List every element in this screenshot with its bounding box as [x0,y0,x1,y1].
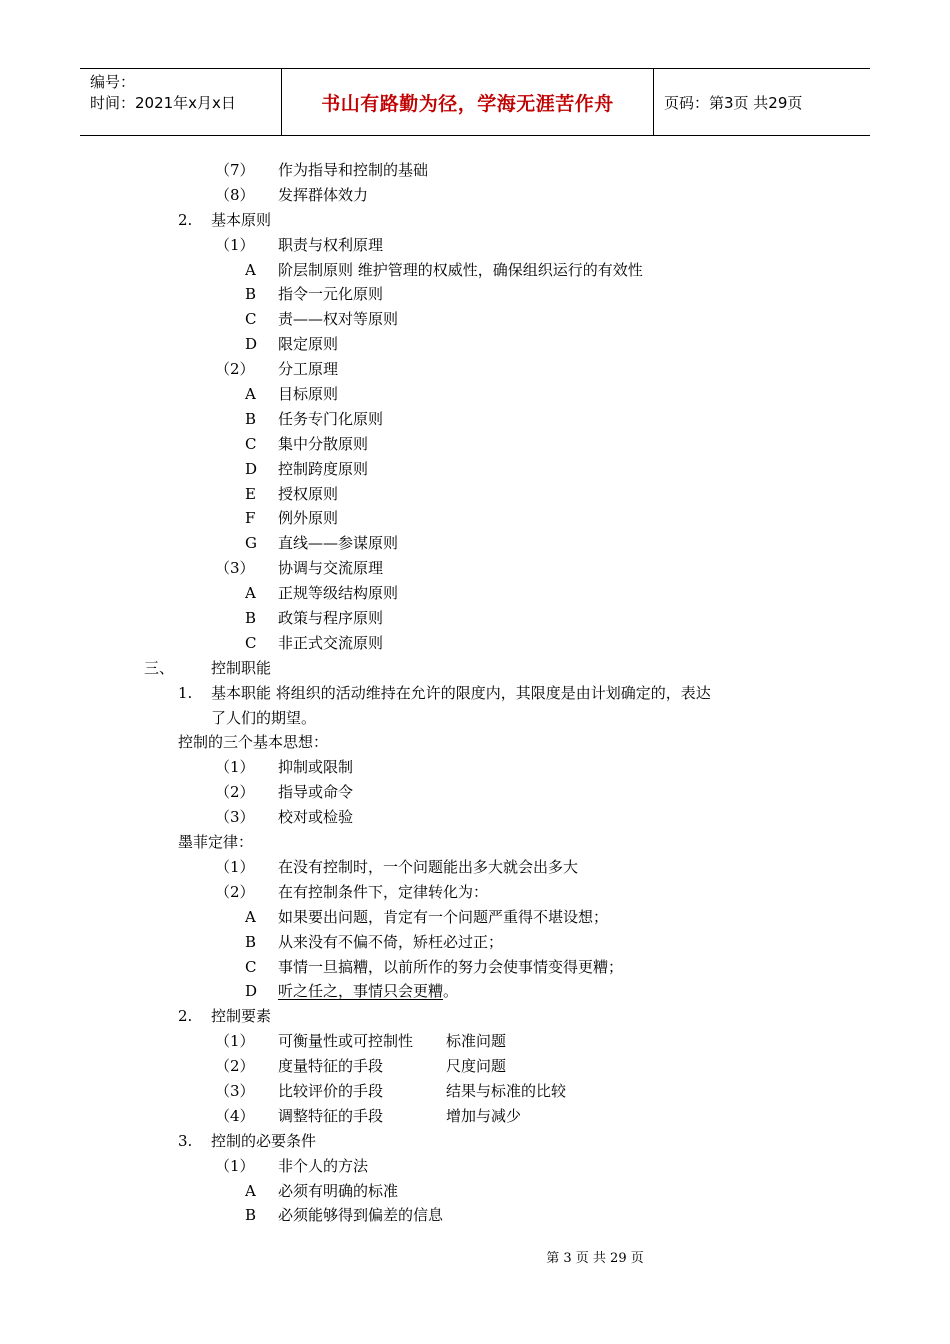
item-text: 政策与程序原则 [278,609,384,628]
item-note: 尺度问题 [446,1057,507,1076]
item-text: 阶层制原则 维护管理的权威性，确保组织运行的有效性 [278,260,643,279]
text-line [0,1004,950,1029]
item-marker: B [245,1206,257,1225]
item-marker: B [245,285,257,304]
item-marker: B [245,609,257,628]
text-line [0,282,950,307]
document-date: 时间：2021年x月x日 [90,94,236,112]
item-text: 集中分散原则 [278,434,369,453]
item-text: 基本原则 [211,210,272,229]
text-line [0,208,950,233]
item-text: 控制的必要条件 [211,1131,317,1150]
text-line [0,1054,950,1079]
item-text: 授权原则 [278,484,339,503]
item-text: 控制职能 [211,658,272,677]
text-line [0,631,950,656]
item-marker: C [245,957,257,976]
item-marker: （2） [215,1057,255,1076]
text-line [0,755,950,780]
header-motto: 书山有路勤为径，学海无涯苦作舟 [282,69,654,135]
item-text: 了人们的期望。 [211,708,317,727]
text-line [0,457,950,482]
item-marker: G [245,534,257,553]
item-marker: B [245,409,257,428]
item-text: 例外原则 [278,509,339,528]
item-text: 基本职能 将组织的活动维持在允许的限度内，其限度是由计划确定的，表达 [211,683,711,702]
item-text: 从来没有不偏不倚，矫枉必过正； [278,932,504,951]
item-marker: （7） [215,161,255,179]
text-line [0,1203,950,1228]
item-marker: 3. [178,1131,193,1150]
text-line [0,880,950,905]
text-line [0,1104,950,1129]
page-header [80,68,870,136]
text-line [0,581,950,606]
text-line [0,307,950,332]
text-line [0,830,950,855]
item-marker: B [245,932,257,951]
item-text: 必须能够得到偏差的信息 [278,1206,444,1225]
text-line [0,382,950,407]
text-line [0,556,950,581]
item-marker: （1） [215,758,255,777]
text-line [0,730,950,755]
item-marker: C [245,310,257,329]
document-number-label: 编号： [90,73,136,91]
item-marker: D [245,459,258,478]
text-line [0,656,950,681]
item-text: 发挥群体效力 [278,185,369,204]
item-marker: F [245,509,256,528]
text-line [0,905,950,930]
item-text: 比较评价的手段 [278,1081,384,1100]
text-line [0,805,950,830]
item-text: 可衡量性或可控制性 [278,1032,414,1051]
footer-page-number: 第 3 页 共 29 页 [546,1251,644,1266]
item-marker: A [245,907,256,926]
item-text: 在没有控制时，一个问题能出多大就会出多大 [278,857,579,876]
item-marker: A [245,1181,256,1200]
item-marker: （3） [215,808,255,827]
text-line [0,930,950,955]
item-text: 协调与交流原理 [278,559,384,578]
item-text: 任务专门化原则 [278,409,384,428]
item-marker: C [245,633,257,652]
text-line [0,506,950,531]
item-marker: A [245,260,256,279]
text-line [0,531,950,556]
item-marker: （1） [215,857,255,876]
item-marker: C [245,434,257,453]
item-marker: 1. [178,683,193,702]
text-line [0,482,950,507]
item-text: 职责与权利原理 [278,235,384,254]
item-marker: A [245,385,256,404]
item-marker: （3） [215,559,255,578]
item-text: 责——权对等原则 [278,310,399,329]
item-text: 度量特征的手段 [278,1057,384,1076]
item-text: 控制要素 [211,1007,272,1026]
text-line [0,1129,950,1154]
item-marker: D [245,982,258,1001]
item-text: 分工原理 [278,360,339,379]
item-text: 控制的三个基本思想： [178,733,329,752]
item-text: 作为指导和控制的基础 [278,161,429,179]
text-line [0,332,950,357]
item-marker: A [245,584,256,603]
text-line [0,606,950,631]
item-text: 非个人的方法 [278,1156,369,1175]
item-note: 增加与减少 [446,1106,522,1125]
item-text: 正规等级结构原则 [278,584,399,603]
item-text: 在有控制条件下，定律转化为： [278,882,489,901]
item-marker: 2. [178,1007,193,1026]
item-marker: （2） [215,360,255,379]
item-text: 校对或检验 [278,808,354,827]
item-marker: （1） [215,235,255,254]
item-text: 指令一元化原则 [278,285,384,304]
item-text: 墨菲定律： [178,833,254,852]
text-line [0,955,950,980]
item-marker: （1） [215,1156,255,1175]
item-marker: （3） [215,1081,255,1100]
item-marker: D [245,335,258,354]
underlined-text: 听之任之，事情只会更糟 [278,982,444,1001]
item-text: 目标原则 [278,385,339,404]
item-text: 抑制或限制 [278,758,354,777]
text-line [0,681,950,706]
item-marker: （2） [215,882,255,901]
text-line [0,780,950,805]
text-line [0,432,950,457]
item-text: 如果要出问题，肯定有一个问题严重得不堪设想； [278,907,609,926]
text-line [0,979,950,1004]
header-meta [80,69,282,135]
item-marker: （1） [215,1032,255,1051]
item-text: 控制跨度原则 [278,459,369,478]
item-text-tail: 。 [443,982,459,1001]
text-line [0,357,950,382]
text-line [0,233,950,258]
item-text: 必须有明确的标准 [278,1181,399,1200]
item-marker: 三、 [144,658,175,677]
text-line [0,258,950,283]
item-marker: （4） [215,1106,255,1125]
item-text: 非正式交流原则 [278,633,384,652]
item-text: 限定原则 [278,335,339,354]
item-text: 调整特征的手段 [278,1106,384,1125]
item-marker: （2） [215,783,255,802]
text-line [0,1179,950,1204]
text-line [0,407,950,432]
text-line [0,1029,950,1054]
item-text [278,979,458,1004]
item-text: 事情一旦搞糟，以前所作的努力会使事情变得更糟； [278,957,624,976]
item-note: 标准问题 [446,1032,507,1051]
item-marker: E [245,484,256,503]
item-marker: （8） [215,185,255,204]
document-body [0,158,950,1228]
text-line [0,706,950,731]
page-footer [0,1247,950,1266]
header-page-info: 页码：第3页 共29页 [664,93,803,112]
item-text: 指导或命令 [278,783,354,802]
text-line [0,183,950,208]
text-line [0,1079,950,1104]
item-note: 结果与标准的比较 [446,1081,567,1100]
item-text: 直线——参谋原则 [278,534,399,553]
text-line [0,1154,950,1179]
item-marker: 2. [178,210,193,229]
text-line [0,855,950,880]
text-line [0,158,950,183]
